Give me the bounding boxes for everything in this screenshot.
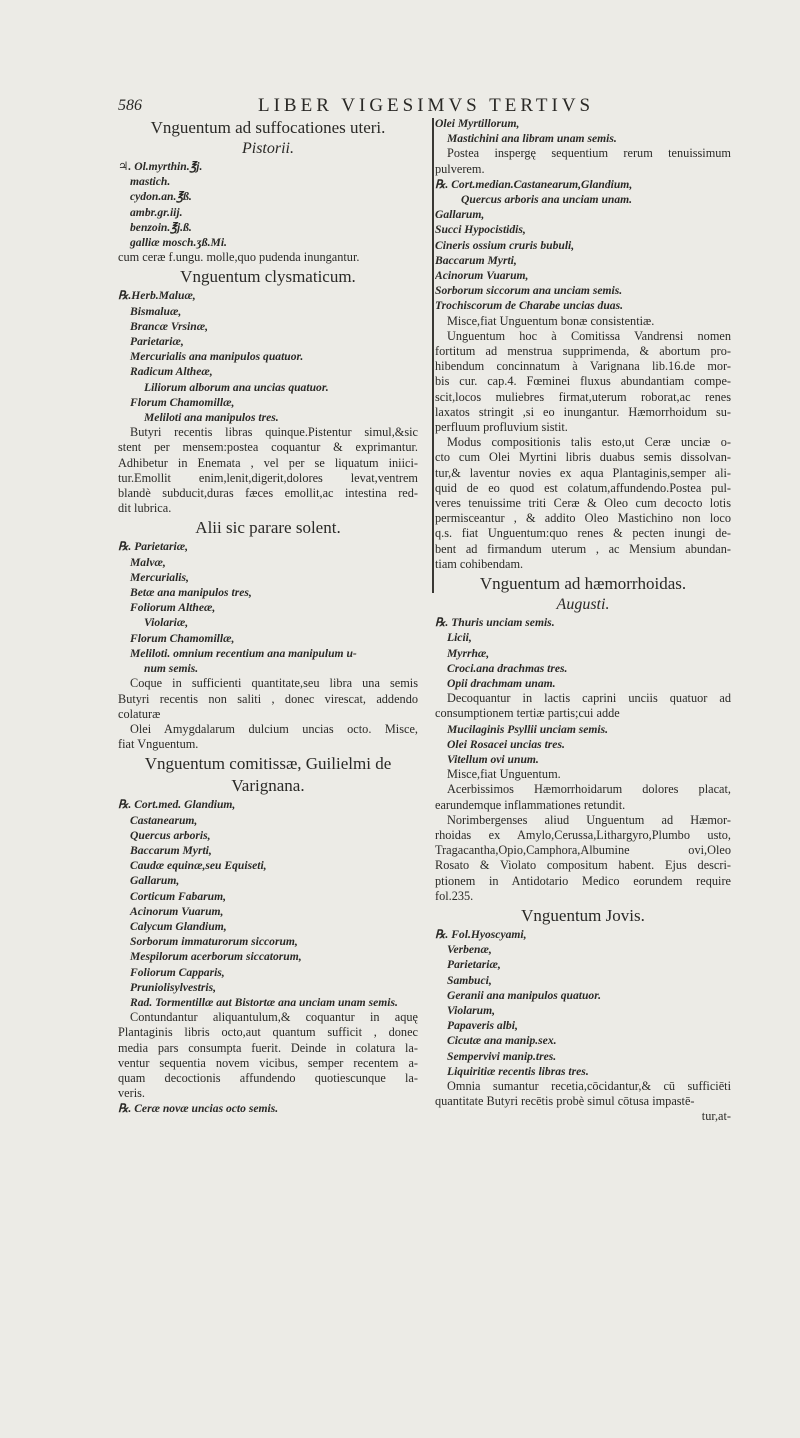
text-line: cum ceræ f.ungu. molle,quo pudenda inungantur. — [118, 250, 360, 265]
paragraph-line: rhoidas ex Amylo,Cerussa,Lithargyro,Plumbo usto, — [435, 827, 731, 842]
recipe-ingredient: Gallarum, — [130, 874, 180, 888]
paragraph — [435, 314, 731, 329]
paragraph-line: Norimbergenses aliud Unguentum ad Hæmor- — [447, 812, 731, 827]
paragraph-line: veris. — [118, 1086, 145, 1101]
recipe-ingredient: Foliorum Altheæ, — [130, 601, 216, 615]
paragraph-line: Coque in sufficienti quantitate,seu libra una semis — [130, 676, 418, 691]
paragraph-line: Adhibetur in Enemata , vel per se liquatum iniici- — [118, 455, 418, 470]
recipe-ingredient: Parietariæ, — [130, 335, 184, 349]
catchword: tur,at- — [701, 1109, 731, 1124]
recipe-ingredient: galliæ mosch.ʒß.Mi. — [130, 236, 227, 250]
paragraph-line: Modus compositionis talis esto,ut Ceræ unciæ o- — [447, 435, 731, 450]
recipe-ingredient: Licii, — [447, 631, 472, 645]
paragraph-line: Butyri recentis libras quinque.Pistentur simul,&sic — [130, 425, 418, 440]
column-divider — [432, 118, 434, 593]
paragraph-line: dit lubrica. — [118, 501, 172, 516]
paragraph-line: Misce,fiat Unguentum. — [447, 767, 561, 782]
recipe-ingredient: Gallarum, — [435, 208, 485, 222]
recipe-ingredient: Opii drachmam unam. — [447, 676, 556, 690]
paragraph-line: earundemque inflammationes retundit. — [435, 797, 626, 812]
running-title: LIBER VIGESIMVS TERTIVS — [258, 95, 595, 116]
recipe-ingredient: Corticum Fabarum, — [130, 889, 226, 903]
paragraph — [435, 782, 731, 812]
paragraph-line: quam decoctionis affundendo quotiescunque la- — [118, 1070, 418, 1085]
paragraph-line: stent per mensem:postea coquantur & exprimantur. — [118, 440, 418, 455]
section-heading: Alii sic parare solent. — [195, 518, 341, 538]
page-number: 586 — [118, 97, 142, 114]
paragraph-line: Decoquantur in lactis caprini unciis quatuor ad — [447, 691, 731, 706]
paragraph — [118, 722, 418, 752]
left-column — [118, 116, 418, 1117]
section-heading: Vnguentum ad hæmorrhoidas. — [479, 574, 687, 594]
recipe-ingredient: Caudæ equinæ,seu Equiseti, — [130, 859, 267, 873]
recipe-ingredient: Geranii ana manipulos quatuor. — [447, 988, 601, 1002]
paragraph-line: Contundantur aliquantulum,& coquantur in aquę — [130, 1010, 418, 1025]
paragraph-line: bent ad firmandum uterum , ac Mensium abundan- — [435, 541, 731, 556]
paragraph-line: permisceantur , & addito Oleo Mastichino non loco — [435, 511, 731, 526]
paragraph — [435, 1079, 731, 1109]
recipe-ingredient: Foliorum Capparis, — [130, 965, 225, 979]
paragraph-line: Postea inspergę sequentium rerum tenuissimum — [447, 146, 731, 161]
paragraph-line: tiam cohibendam. — [435, 556, 524, 571]
paragraph-line: Acerbissimos Hæmorrhoidarum dolores placat, — [447, 782, 731, 797]
recipe-ingredient: Olei Myrtillorum, — [435, 117, 520, 130]
recipe-ingredient: Mercurialis ana manipulos quatuor. — [130, 350, 304, 364]
paragraph-line: laxatos stringit ,si eo inungantur. Hæmorrhoidum su- — [435, 404, 731, 419]
right-column — [435, 116, 731, 1125]
recipe-ingredient: Brancæ Vrsinæ, — [130, 319, 208, 333]
section-author: Augusti. — [556, 596, 610, 614]
paragraph-line: media pars consumpta fuerit. Deinde in colatura la- — [118, 1040, 418, 1055]
recipe-ingredient: Rad. Tormentillæ aut Bistortæ ana unciam unam semis. — [130, 995, 398, 1009]
recipe-ingredient: ℞.Herb.Maluæ, — [118, 289, 196, 303]
recipe-ingredient: Meliloti. omnium recentium ana manipulum u- — [130, 646, 357, 660]
recipe-ingredient: Betæ ana manipulos tres, — [130, 586, 252, 600]
paragraph-line: Omnia sumantur recetia,cōcidantur,& cū sufficiēti — [447, 1078, 731, 1093]
paragraph-line: Tragacantha,Opio,Camphora,Albumine ovi,Oleo — [435, 843, 731, 858]
recipe-ingredient: Baccarum Myrti, — [130, 843, 212, 857]
paragraph-line: tur,& laventur novies ex aqua Plantaginis,semper ali- — [435, 465, 731, 480]
section-heading: Vnguentum comitissæ, Guilielmi de — [144, 754, 392, 774]
paragraph-line: Butyri recentis non saliti , donec virescat, addendo — [118, 691, 418, 706]
recipe-ingredient: Quercus arboris, — [130, 828, 211, 842]
paragraph — [118, 425, 418, 516]
recipe-ingredient: Florum Chamomillæ, — [130, 395, 235, 409]
paragraph-line: Plantaginis libris octo,aut quantum sufficit , donec — [118, 1025, 418, 1040]
recipe-ingredient: benzoin.℥j.ß. — [130, 220, 192, 234]
recipe-ingredient: Mucilaginis Psyllii unciam semis. — [447, 722, 609, 736]
paragraph-line: fol.235. — [435, 888, 474, 903]
paragraph-line: Olei Amygdalarum dulcium uncias octo. Misce, — [130, 721, 418, 736]
paragraph-line: scit,locos muliebres firmat,uterum roborat,ac renes — [435, 389, 731, 404]
paragraph-line: q.s. fiat Unguentum:quo renes & pecten inungi de- — [435, 526, 731, 541]
section-author: Pistorii. — [241, 140, 294, 157]
recipe-ingredient: Papaveris albi, — [447, 1019, 518, 1033]
paragraph-line: tur.Emollit enim,lenit,digerit,dolores levat,ventrem — [118, 470, 418, 485]
recipe-ingredient: Florum Chamomillæ, — [130, 631, 235, 645]
paragraph-line: hibendum concinnatum à Varignana lib.16.de mor- — [435, 359, 731, 374]
paragraph-line: veres tenuissime triti Ceræ & Oleo cum decocto lotis — [435, 496, 731, 511]
recipe-ingredient: Liliorum alborum ana uncias quatuor. — [144, 380, 329, 394]
recipe-ingredient: Acinorum Vuarum, — [130, 904, 224, 918]
recipe-ingredient: Violariæ, — [144, 616, 189, 630]
paragraph — [435, 435, 731, 572]
section-heading: Varignana. — [231, 776, 305, 796]
paragraph-line: Rosato & Violato compositum habent. Ejus descri- — [435, 858, 731, 873]
paragraph-line: blandè subducit,duras fæces emollit,ac intestina red- — [118, 486, 418, 501]
recipe-ingredient: Radicum Altheæ, — [130, 365, 213, 379]
paragraph-line: perfluum profluvium sistit. — [435, 420, 568, 435]
paragraph-line: quid de eo quod est colatum,affundendo.Postea pul- — [435, 480, 731, 495]
paragraph — [435, 146, 731, 176]
recipe-ingredient: ℞. Fol.Hyoscyami, — [435, 927, 527, 941]
paragraph-line: quantitate Butyri recētis probè simul cōtusa impastē- — [435, 1094, 695, 1109]
recipe-ingredient: Acinorum Vuarum, — [435, 269, 529, 283]
recipe-ingredient: Olei Rosacei uncias tres. — [447, 737, 565, 751]
paragraph — [435, 813, 731, 904]
recipe-ingredient: Succi Hypocistidis, — [435, 223, 526, 237]
paragraph-line: Unguentum hoc à Comitissa Vandrensi nomen — [447, 328, 731, 343]
recipe-ingredient: Bismaluæ, — [130, 304, 182, 318]
recipe-ingredient: ℞. Thuris unciam semis. — [435, 616, 555, 630]
recipe-ingredient: Violarum, — [447, 1003, 496, 1017]
recipe-ingredient: Cineris ossium cruris bubuli, — [435, 238, 575, 252]
recipe-ingredient: ℞. Cort.median.Castanearum,Glandium, — [435, 177, 633, 191]
paragraph-line: Misce,fiat Unguentum bonæ consistentiæ. — [447, 313, 655, 328]
recipe-ingredient: ℞. Ceræ novæ uncias octo semis. — [118, 1102, 279, 1116]
recipe-ingredient: num semis. — [144, 662, 199, 676]
recipe-ingredient: Cicutæ ana manip.sex. — [447, 1034, 557, 1048]
paragraph — [435, 767, 731, 782]
recipe-ingredient: ambr.gr.iij. — [130, 205, 183, 219]
recipe-ingredient: Croci.ana drachmas tres. — [447, 661, 568, 675]
recipe-ingredient: cydon.an.℥ß. — [130, 190, 192, 204]
recipe-ingredient: Malvæ, — [130, 555, 166, 569]
recipe-ingredient: Quercus arboris ana unciam unam. — [461, 193, 633, 207]
recipe-ingredient: ℞. Cort.med. Glandium, — [118, 798, 236, 812]
paragraph-line: colaturæ — [118, 706, 161, 721]
paragraph-line: pulverem. — [435, 161, 485, 176]
paragraph-line: ptionem in Antidotario Medico eorundem require — [435, 873, 731, 888]
recipe-ingredient: Mercurialis, — [130, 570, 189, 584]
recipe-ingredient: Sorborum immaturorum siccorum, — [130, 935, 298, 949]
recipe-ingredient: Myrrhæ, — [447, 646, 490, 660]
paragraph-line: cto cum Olei Myrtini libris duabus semis dissolvan- — [435, 450, 731, 465]
recipe-ingredient: Liquiritiæ recentis libras tres. — [447, 1064, 589, 1078]
recipe-ingredient: Calycum Glandium, — [130, 919, 227, 933]
recipe-ingredient: mastich. — [130, 175, 171, 189]
paragraph-line: consumptionem tertiæ partis;cui adde — [435, 706, 620, 721]
section-heading: Vnguentum clysmaticum. — [180, 267, 356, 287]
recipe-ingredient: Vitellum ovi unum. — [447, 752, 539, 766]
paragraph-line: bis cur. cap.4. Fœminei fluxus abundantiam compe- — [435, 374, 731, 389]
recipe-ingredient: ℞. Parietariæ, — [118, 540, 188, 554]
recipe-ingredient: ♃. Ol.myrthin.℥j. — [118, 160, 203, 173]
section-heading: Vnguentum Jovis. — [521, 905, 645, 925]
recipe-ingredient: Pruniolisylvestris, — [130, 980, 216, 994]
paragraph-line: fiat Vnguentum. — [118, 737, 199, 752]
recipe-ingredient: Sempervivi manip.tres. — [447, 1049, 557, 1063]
recipe-ingredient: Mastichini ana libram unam semis. — [447, 132, 617, 146]
paragraph — [435, 691, 731, 721]
recipe-ingredient: Meliloti ana manipulos tres. — [144, 411, 279, 425]
recipe-ingredient: Mespilorum acerborum siccatorum, — [130, 950, 302, 964]
recipe-ingredient: Sambuci, — [447, 973, 492, 987]
recipe-ingredient: Parietariæ, — [447, 958, 501, 972]
recipe-ingredient: Baccarum Myrti, — [435, 253, 517, 267]
paragraph-line: fortitum ad menstrua supprimenda, & abortum pro- — [435, 344, 731, 359]
recipe-ingredient: Sorborum siccorum ana unciam semis. — [435, 284, 623, 298]
recipe-ingredient: Trochiscorum de Charabe uncias duas. — [435, 299, 623, 313]
section-heading: Vnguentum ad suffocationes uteri. — [150, 118, 386, 137]
recipe-ingredient: Verbenæ, — [447, 943, 492, 957]
paragraph — [118, 676, 418, 722]
recipe-ingredient: Castanearum, — [130, 813, 198, 827]
paragraph-line: ventur sequentia novem vicibus, semper recentem a- — [118, 1055, 418, 1070]
paragraph — [118, 1010, 418, 1101]
paragraph — [435, 329, 731, 435]
